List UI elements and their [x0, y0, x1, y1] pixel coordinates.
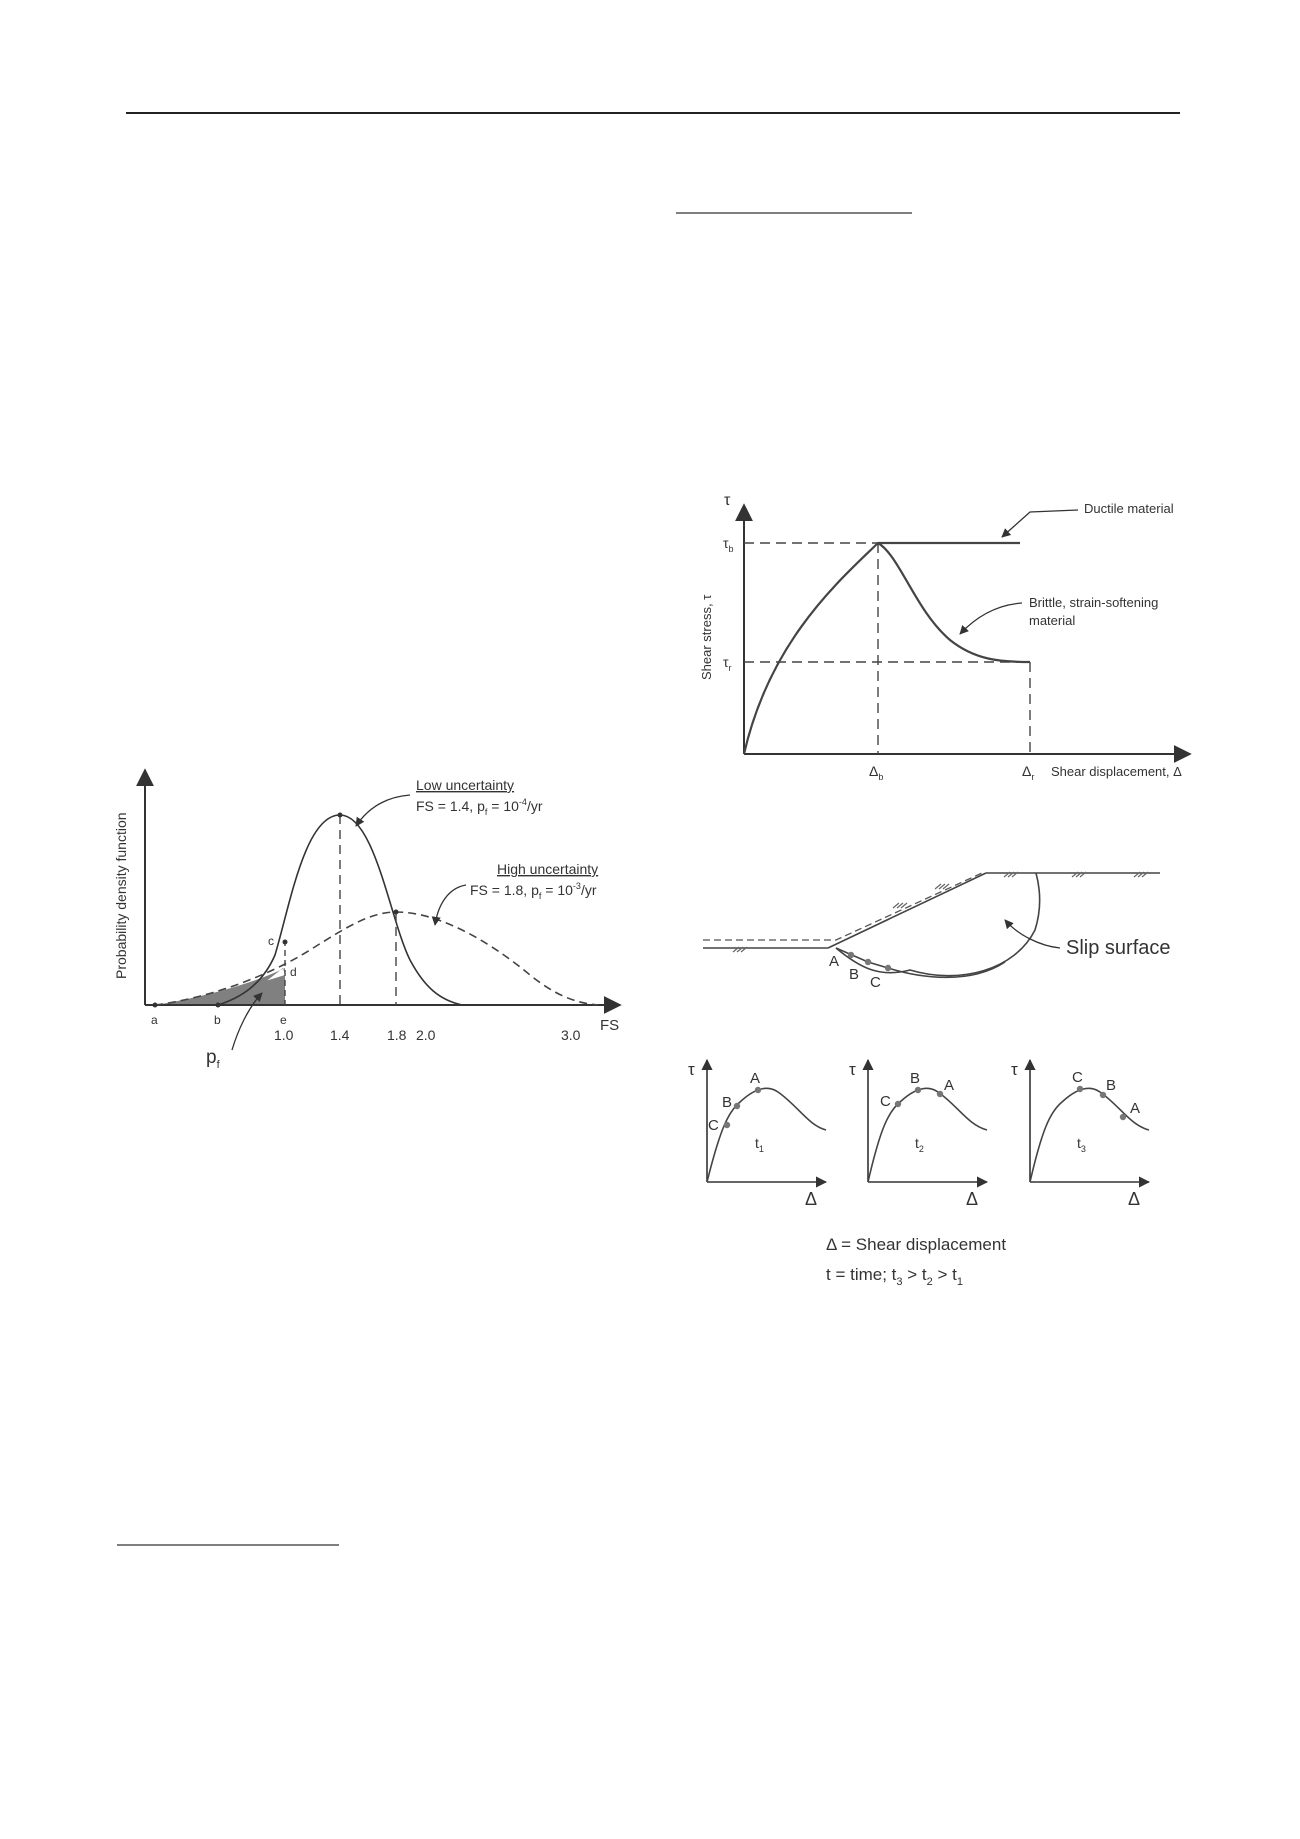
brittle-label-line-2: material: [1029, 613, 1076, 628]
slip-point-b-label: B: [849, 966, 860, 983]
high-uncertainty-title: High uncertainty: [497, 861, 599, 877]
small2-point-c: [895, 1101, 901, 1107]
small3-point-a: [1120, 1114, 1126, 1120]
high-uncertainty-arrow: [435, 885, 466, 925]
tick-1-0: 1.0: [274, 1027, 294, 1043]
small3-delta: Δ: [1128, 1189, 1141, 1209]
low-uncertainty-arrow: [356, 795, 410, 826]
point-b-marker: [216, 1003, 221, 1008]
small1-tau: τ: [688, 1060, 695, 1079]
small2-tau: τ: [849, 1060, 856, 1079]
small3-label-c: C: [1072, 1069, 1083, 1086]
small1-point-a: [755, 1087, 761, 1093]
pf-shaded-area: [155, 968, 285, 1005]
slip-surface-label: Slip surface: [1066, 937, 1171, 959]
delta-r-label: $\Delta_r$: [1022, 763, 1035, 782]
small1-label-b: B: [722, 1094, 733, 1111]
pf-label: $p_f$: [206, 1047, 220, 1071]
tau-axis-symbol: τ: [724, 492, 731, 509]
slip-point-c-label: C: [870, 974, 881, 991]
low-uncertainty-detail: FS = 1.4, $p_f = 10^{-4}/yr$: [416, 797, 543, 817]
point-b-label: b: [214, 1013, 221, 1027]
slip-point-a-label: A: [829, 953, 840, 970]
slope-figure: [703, 872, 1171, 991]
brittle-curve: [878, 543, 1030, 662]
point-c-label: c: [268, 934, 274, 948]
small-plot-t2: [849, 1060, 987, 1209]
stress-displacement-figure: [699, 492, 1190, 782]
legend-time: t = time; $t_3 > t_2 > t_1$: [826, 1265, 963, 1288]
pdf-figure: [113, 770, 620, 1071]
small2-label-b: B: [910, 1070, 921, 1087]
slope-face-line: [828, 873, 986, 948]
high-peak-point: [394, 910, 399, 915]
stress-x-axis-label: Shear displacement, Δ: [1051, 764, 1182, 779]
small2-point-a: [937, 1091, 943, 1097]
pdf-x-axis-label: FS: [600, 1017, 620, 1034]
small3-time: $t_3$: [1077, 1135, 1086, 1154]
small3-point-c: [1077, 1086, 1083, 1092]
displaced-surface-line: [703, 873, 982, 940]
legend-shear-displacement: Δ = Shear displacement: [826, 1235, 1007, 1254]
slip-point-c: [885, 965, 891, 971]
stress-y-axis-label: Shear stress, τ: [699, 594, 714, 680]
small-plot-t1: [688, 1060, 826, 1209]
small1-label-a: A: [750, 1070, 761, 1087]
low-uncertainty-title: Low uncertainty: [416, 777, 515, 793]
slip-point-b: [865, 959, 871, 965]
point-d-label: d: [290, 965, 297, 979]
point-a-marker: [153, 1003, 158, 1008]
delta-b-label: $\Delta_b$: [869, 763, 884, 782]
ductile-label: Ductile material: [1084, 501, 1174, 516]
small1-point-c: [724, 1122, 730, 1128]
tick-3-0: 3.0: [561, 1027, 581, 1043]
small2-point-b: [915, 1087, 921, 1093]
small1-point-b: [734, 1103, 740, 1109]
pdf-y-axis-label: Probability density function: [113, 812, 129, 979]
tick-1-8: 1.8: [387, 1027, 407, 1043]
brittle-label-line-1: Brittle, strain-softening: [1029, 595, 1159, 610]
small2-delta: Δ: [966, 1189, 979, 1209]
tick-2-0: 2.0: [416, 1027, 436, 1043]
ductile-curve: [744, 543, 1020, 754]
low-peak-point: [338, 813, 343, 818]
high-uncertainty-detail: FS = 1.8, $p_f = 10^{-3}/yr$: [470, 881, 597, 901]
small1-delta: Δ: [805, 1189, 818, 1209]
tau-r-label: $\tau_r$: [723, 654, 732, 673]
small2-label-c: C: [880, 1093, 891, 1110]
small3-tau: τ: [1011, 1060, 1018, 1079]
small1-label-c: C: [708, 1117, 719, 1134]
point-a-label: a: [151, 1013, 158, 1027]
ductile-arrow: [1002, 510, 1078, 537]
small3-label-b: B: [1106, 1077, 1117, 1094]
slip-point-a: [848, 952, 854, 958]
small-plot-t3: [1011, 1060, 1149, 1209]
small1-time: $t_1$: [755, 1135, 764, 1154]
small2-label-a: A: [944, 1077, 955, 1094]
tau-b-label: $\tau_b$: [723, 535, 734, 554]
brittle-arrow: [960, 603, 1022, 634]
small3-label-a: A: [1130, 1100, 1141, 1117]
tick-1-4: 1.4: [330, 1027, 350, 1043]
point-e-label: e: [280, 1013, 287, 1027]
point-c-marker: [283, 940, 288, 945]
small2-time: $t_2$: [915, 1135, 924, 1154]
